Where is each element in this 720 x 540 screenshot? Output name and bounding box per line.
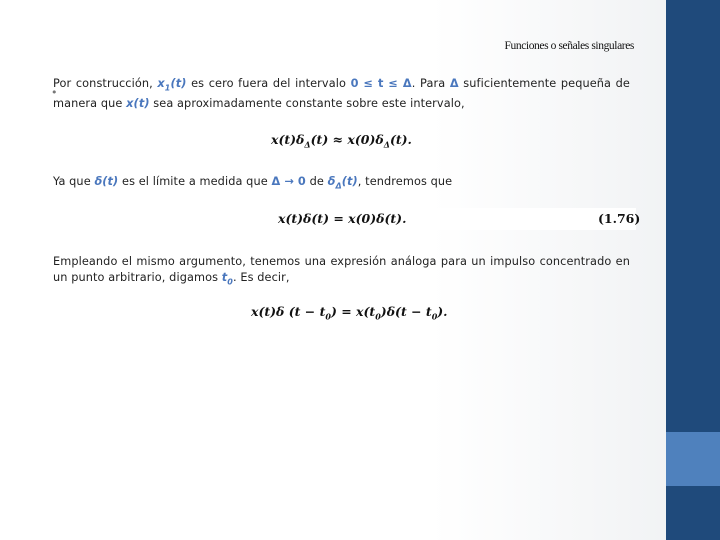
- equation-shifted: [251, 304, 448, 322]
- text: . Para: [411, 77, 450, 90]
- limit-expression: Δ → 0: [271, 175, 306, 188]
- t0-letter: t: [221, 271, 228, 284]
- delta-symbol: Δ: [449, 77, 459, 90]
- eq1-part: (t) ≈ x(0)δ: [310, 132, 384, 147]
- interval-expression: 0 ≤ t ≤ Δ: [350, 77, 412, 90]
- x1-symbol: [157, 77, 187, 93]
- sidebar-accent-block: [666, 432, 720, 486]
- slide-title: Funciones o señales singulares: [504, 40, 634, 52]
- dd-argument: (t): [341, 175, 358, 188]
- eq1-part: x(t)δ: [271, 132, 305, 147]
- paragraph-arbitrary-point: [53, 254, 630, 290]
- text: suficientemente pequeña de manera que: [53, 77, 630, 111]
- xt-symbol: x(t): [126, 97, 150, 111]
- text: , tendremos que: [357, 175, 453, 188]
- text: de: [305, 175, 328, 188]
- eq3-part: ) = x(t: [330, 304, 376, 319]
- eq3-part: x(t)δ (t − t: [251, 304, 326, 319]
- delta-t-symbol: δ(t): [94, 175, 119, 188]
- text: es cero fuera del intervalo: [186, 77, 351, 90]
- eq1-subscript: Δ: [304, 139, 311, 150]
- x1-subscript: 1: [164, 83, 171, 93]
- equation-approx: [271, 132, 412, 150]
- eq3-part: )δ(t − t: [380, 304, 432, 319]
- paragraph-construction: [53, 76, 630, 112]
- equation-sifting: x(t)δ(t) = x(0)δ(t).: [278, 211, 407, 226]
- x1-argument: (t): [170, 77, 187, 90]
- text: . Es decir,: [232, 271, 290, 284]
- text: es el límite a medida que: [118, 175, 272, 188]
- bullet-icon: •: [51, 86, 58, 99]
- eq3-subscript: 0: [375, 311, 381, 322]
- t0-subscript: 0: [227, 277, 233, 287]
- text: Empleando el mismo argumento, tenemos una expresión análoga para un impulso concentrado en un punto arbitrario, digamos: [53, 255, 630, 284]
- dd-subscript: Δ: [335, 181, 342, 191]
- eq3-subscript: 0: [325, 311, 331, 322]
- text: Por construcción,: [53, 77, 158, 90]
- eq3-part: ).: [437, 304, 448, 319]
- sidebar-bar: [666, 0, 720, 540]
- text: Ya que: [53, 175, 95, 188]
- x1-letter: x: [157, 77, 165, 90]
- equation-number: (1.76): [598, 211, 641, 226]
- delta-delta-symbol: [327, 175, 358, 191]
- text: sea aproximadamente constante sobre este intervalo,: [149, 97, 465, 111]
- eq1-subscript: Δ: [383, 139, 390, 150]
- paragraph-limit: [53, 174, 630, 194]
- t0-symbol: [221, 271, 233, 287]
- eq1-part: (t).: [389, 132, 412, 147]
- eq3-subscript: 0: [431, 311, 438, 322]
- dd-letter: δ: [327, 175, 336, 188]
